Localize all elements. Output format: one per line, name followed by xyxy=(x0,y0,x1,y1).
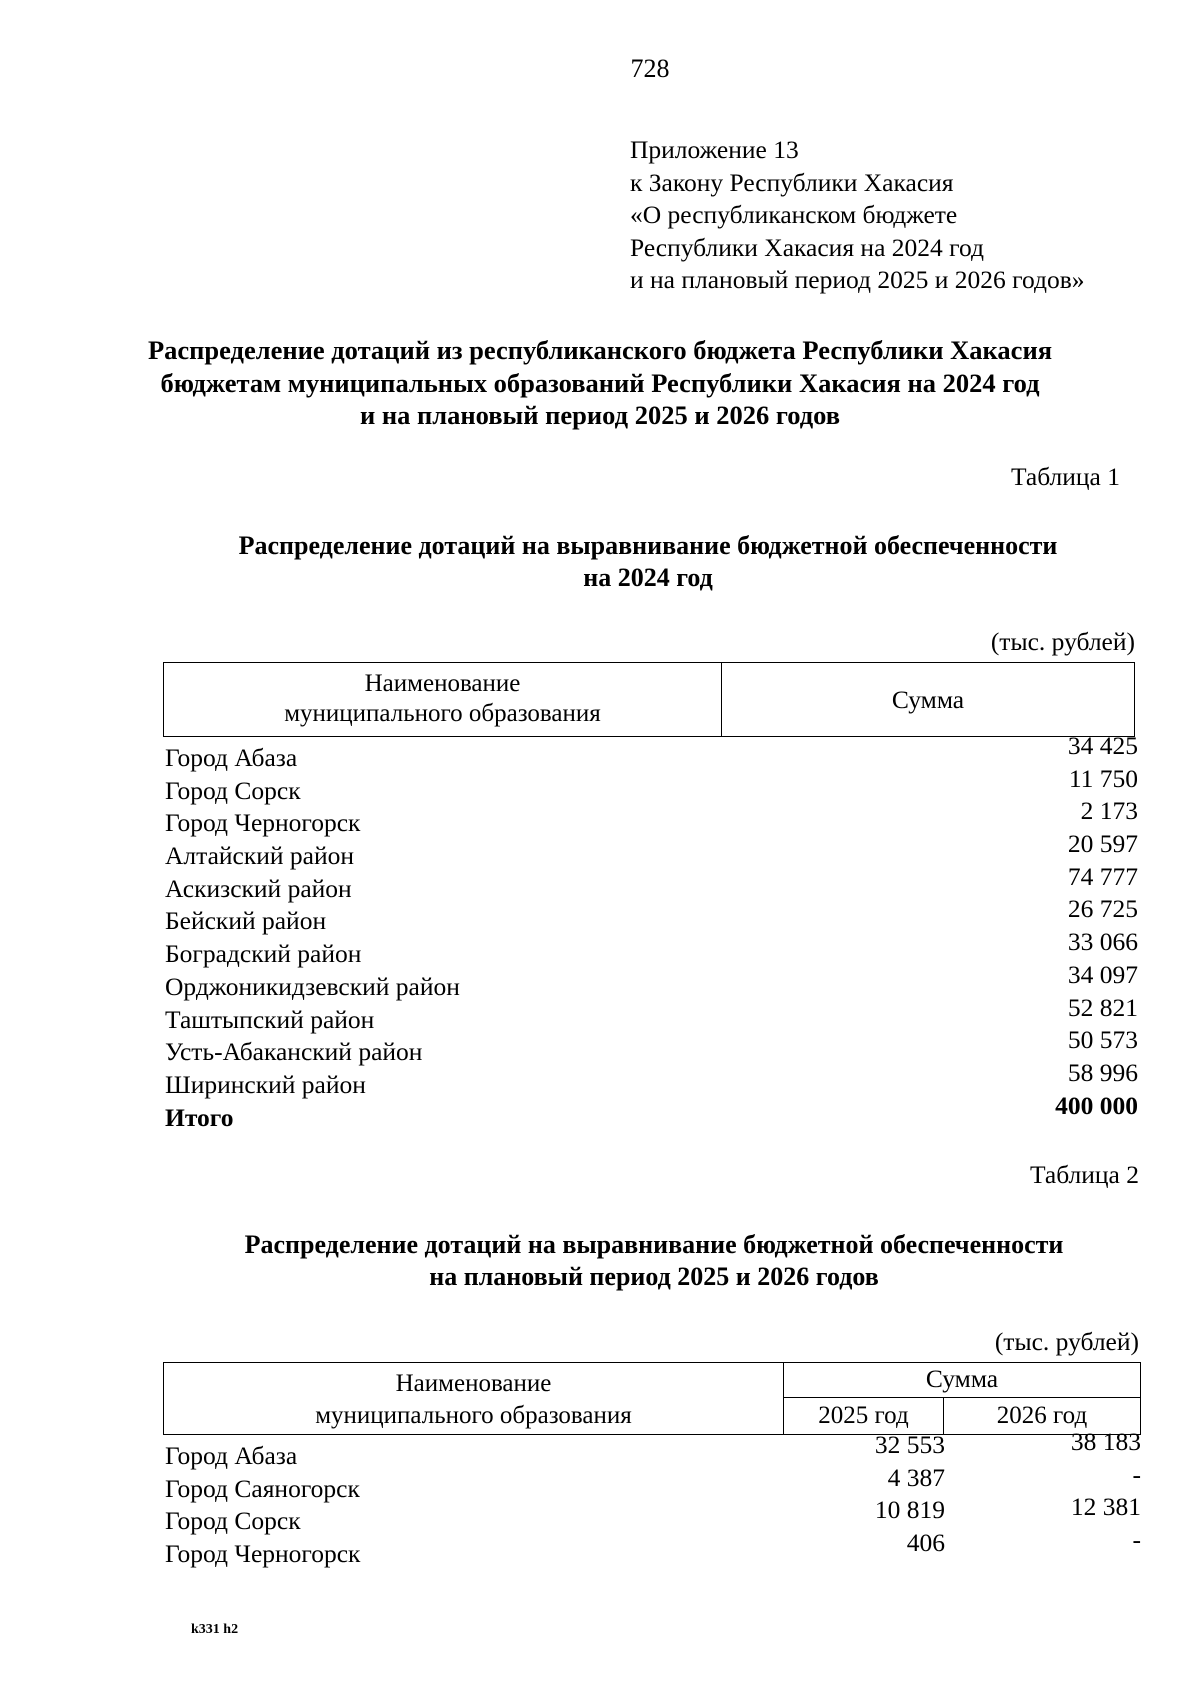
row-name: Аскизский район xyxy=(165,873,352,903)
table-row xyxy=(163,829,1138,871)
row-value-2026: 12 381 xyxy=(1070,1492,1141,1521)
appendix-reference xyxy=(630,134,1085,297)
header-name-line: муниципального образования xyxy=(284,700,601,727)
table1-units: (тыс. рублей) xyxy=(990,627,1135,656)
table-row xyxy=(163,1492,1141,1535)
table-row xyxy=(163,894,1138,936)
row-name: Боградский район xyxy=(165,939,362,969)
table2-label: Таблица 2 xyxy=(1029,1160,1139,1189)
row-name: Алтайский район xyxy=(165,841,355,871)
row-name: Город Сорск xyxy=(165,1506,301,1535)
table-row xyxy=(163,1025,1138,1067)
footer-code: k331 h2 xyxy=(191,1622,239,1637)
table2-units: (тыс. рублей) xyxy=(994,1327,1139,1356)
row-value: 20 597 xyxy=(1067,829,1138,859)
row-value: 26 725 xyxy=(1067,894,1138,924)
row-name: Таштыпский район xyxy=(165,1004,375,1034)
row-value: 34 097 xyxy=(1067,959,1138,989)
row-name: Город Абаза xyxy=(165,743,298,772)
table-row xyxy=(163,861,1138,903)
appendix-line: и на плановый период 2025 и 2026 годов» xyxy=(630,265,1085,294)
table-row xyxy=(163,1057,1138,1099)
header-name-line: Наименование xyxy=(395,1370,552,1397)
table1-body xyxy=(163,731,1138,1132)
row-name: Бейский район xyxy=(165,906,327,936)
table-row xyxy=(163,1427,1141,1470)
table-row xyxy=(163,1459,1141,1503)
row-value-2026: 38 183 xyxy=(1070,1427,1141,1456)
row-value: 34 425 xyxy=(1067,731,1138,760)
table-row xyxy=(163,731,1138,772)
table2-header-2025: 2025 год xyxy=(784,1398,944,1434)
row-name: Город Абаза xyxy=(165,1441,298,1470)
row-name: Орджоникидзевский район xyxy=(165,971,460,1001)
page-number: 728 xyxy=(630,54,670,83)
table-total-row xyxy=(163,1090,1138,1132)
row-value-2026: - xyxy=(1132,1459,1141,1489)
total-value: 400 000 xyxy=(1055,1090,1138,1120)
document-title xyxy=(120,334,1080,432)
row-value-2025: 406 xyxy=(906,1527,945,1557)
table-row xyxy=(163,992,1138,1034)
appendix-line: «О республиканском бюджете xyxy=(630,200,958,229)
row-value: 74 777 xyxy=(1067,861,1138,891)
row-value: 11 750 xyxy=(1068,763,1138,793)
row-value: 33 066 xyxy=(1067,927,1138,957)
table1-title-line: Распределение дотаций на выравнивание бюджетной обеспеченности xyxy=(238,531,1058,560)
table1-header-name xyxy=(164,663,722,736)
row-value: 50 573 xyxy=(1067,1025,1138,1055)
row-value: 52 821 xyxy=(1067,992,1138,1022)
appendix-line: к Закону Республики Хакасия xyxy=(630,167,954,197)
table1-header-sum: Сумма xyxy=(891,685,965,714)
row-name: Город Черногорск xyxy=(165,1538,361,1568)
row-value-2025: 32 553 xyxy=(874,1430,945,1459)
total-label: Итого xyxy=(165,1102,234,1132)
table1-title-line: на 2024 год xyxy=(583,563,713,592)
row-value-2025: 4 387 xyxy=(887,1462,945,1492)
row-name: Усть-Абаканский район xyxy=(165,1037,423,1067)
table1-header xyxy=(163,662,1135,737)
header-name-line: муниципального образования xyxy=(315,1402,632,1429)
table1-title xyxy=(168,530,1128,594)
table2-header-name xyxy=(164,1363,784,1434)
row-value-2025: 10 819 xyxy=(874,1495,945,1524)
title-line: Распределение дотаций из республиканского бюджета Республики Хакасия xyxy=(147,335,1053,365)
row-name: Город Черногорск xyxy=(165,808,361,838)
table-row xyxy=(163,763,1138,805)
title-line: бюджетам муниципальных образований Республики Хакасия на 2024 год xyxy=(160,367,1040,398)
row-value: 58 996 xyxy=(1067,1057,1138,1087)
appendix-line: Республики Хакасия на 2024 год xyxy=(630,232,984,262)
table2-title-line: на плановый период 2025 и 2026 годов xyxy=(429,1262,879,1291)
row-value-2026: - xyxy=(1132,1524,1141,1554)
table2-body xyxy=(163,1427,1141,1568)
row-name: Город Сорск xyxy=(165,775,301,805)
table-row xyxy=(163,1524,1141,1568)
table-row xyxy=(163,927,1138,969)
table1-label: Таблица 1 xyxy=(1010,462,1120,491)
row-name: Ширинский район xyxy=(165,1069,366,1099)
table2-header-2026: 2026 год xyxy=(996,1402,1088,1429)
row-name: Город Саяногорск xyxy=(165,1473,360,1503)
header-name-line: Наименование xyxy=(364,670,521,697)
row-value: 2 173 xyxy=(1080,796,1138,826)
table2-header xyxy=(163,1362,1141,1435)
appendix-line: Приложение 13 xyxy=(630,135,799,164)
table2-title xyxy=(174,1229,1134,1293)
table2-title-line: Распределение дотаций на выравнивание бюджетной обеспеченности xyxy=(244,1230,1064,1259)
table-row xyxy=(163,796,1138,838)
table2-header-sum: Сумма xyxy=(784,1363,1140,1398)
table-row xyxy=(163,959,1138,1001)
title-line: и на плановый период 2025 и 2026 годов xyxy=(359,400,841,430)
